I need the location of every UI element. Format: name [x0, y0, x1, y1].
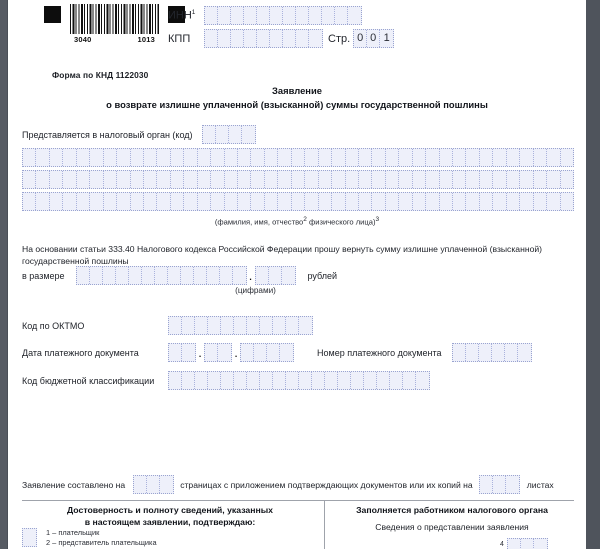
- alignment-square-left-icon: [44, 6, 61, 23]
- applicant-name-row[interactable]: [22, 192, 574, 211]
- sheets-count-input[interactable]: [479, 475, 520, 494]
- inn-footnote-marker: 1: [191, 9, 196, 17]
- oktmo-input[interactable]: [168, 316, 313, 335]
- page-number-label: Стр.: [328, 32, 351, 45]
- confirmation-option-2: 2 – представитель плательщика: [46, 537, 157, 547]
- tax-officer-footnote-marker: 4: [500, 541, 504, 548]
- inn-input[interactable]: [204, 6, 362, 25]
- amount-row: [22, 266, 337, 285]
- amount-label: в размере: [22, 270, 65, 281]
- confirmation-heading-line-2: в настоящем заявлении, подтверждаю:: [84, 517, 256, 527]
- applicant-name-row[interactable]: [22, 170, 574, 189]
- pages-row: [22, 475, 554, 494]
- kpp-input[interactable]: [204, 29, 323, 48]
- confirmation-option-1: 1 – плательщик: [46, 528, 100, 537]
- caption-text-1: (фамилия, имя, отчество: [214, 217, 304, 227]
- footer-column-divider: [324, 501, 325, 549]
- inn-label: ИНН$^1$: [168, 9, 196, 22]
- pages-suffix-label: листах: [526, 479, 554, 490]
- payment-date-day-input[interactable]: [168, 343, 196, 362]
- payment-date-year-input[interactable]: [240, 343, 294, 362]
- tax-organ-row: [22, 125, 256, 144]
- caption-text-2: физического лица): [309, 217, 376, 227]
- confirmation-options-block: [22, 528, 157, 547]
- confirmation-heading: [22, 504, 318, 528]
- tax-officer-note-input[interactable]: [507, 538, 548, 549]
- applicant-name-field[interactable]: [22, 148, 574, 214]
- kbk-input[interactable]: [168, 371, 430, 390]
- date-separator-1: .: [198, 344, 202, 360]
- confirmation-heading-line-1: Достоверность и полноту сведений, указанных: [67, 505, 273, 515]
- pages-count-input[interactable]: [133, 475, 174, 494]
- oktmo-row: [22, 316, 313, 335]
- payment-date-row: [22, 343, 532, 362]
- kpp-label: КПП: [168, 32, 191, 45]
- viewer-right-edge: [586, 0, 600, 549]
- amount-rubles-input[interactable]: [76, 266, 247, 285]
- confirmation-code-input[interactable]: [22, 528, 37, 547]
- tax-officer-heading: Заполняется работником налогового органа: [356, 505, 548, 515]
- applicant-name-caption: [8, 216, 586, 227]
- pages-prefix-label: Заявление составлено на: [22, 479, 126, 490]
- barcode-bars: [70, 4, 159, 34]
- tax-organ-label: Представляется в налоговый орган (код): [22, 129, 193, 140]
- payment-number-label: Номер платежного документа: [317, 347, 442, 358]
- payment-date-label: Дата платежного документа: [22, 347, 139, 358]
- title-line-1: Заявление: [272, 85, 322, 96]
- confirmation-options: [46, 528, 157, 547]
- viewer-left-edge: [0, 0, 7, 549]
- inn-row: [168, 6, 362, 25]
- payment-number-input[interactable]: [452, 343, 532, 362]
- tax-officer-subheading: Сведения о представлении заявления: [375, 522, 529, 532]
- caption-footnote-2: 2: [303, 216, 307, 223]
- pages-middle-label: страницах с приложением подтверждающих документов или их копий на: [180, 479, 473, 490]
- kbk-row: [22, 371, 430, 390]
- form-page: [8, 0, 586, 549]
- applicant-name-row[interactable]: [22, 148, 574, 167]
- amount-caption: (цифрами): [235, 286, 276, 295]
- barcode-icon: [70, 4, 159, 44]
- kbk-label: Код бюджетной классификации: [22, 375, 155, 386]
- tax-officer-column: [330, 504, 574, 532]
- barcode-left-number: 3040: [74, 35, 92, 44]
- barcode-block: [44, 4, 185, 44]
- caption-footnote-3: 3: [375, 216, 380, 223]
- currency-label: рублей: [307, 270, 338, 281]
- page-number-input[interactable]: 0 0 1: [353, 29, 394, 48]
- statement-paragraph: На основании статьи 333.40 Налогового кодекса Российской Федерации прошу вернуть сумму излишне уплаченной (взысканной) государственной пошлины: [22, 244, 543, 266]
- form-code-label: Форма по КНД 1122030: [52, 70, 149, 80]
- decimal-separator: .: [248, 267, 253, 283]
- footer-divider: [22, 500, 574, 501]
- kpp-row: [168, 29, 394, 48]
- amount-kopecks-input[interactable]: [255, 266, 296, 285]
- date-separator-2: .: [234, 344, 238, 360]
- confirmation-column: [22, 504, 318, 528]
- tax-organ-code-input[interactable]: [202, 125, 256, 144]
- payment-date-month-input[interactable]: [204, 343, 232, 362]
- barcode-numbers: [70, 35, 159, 44]
- title-line-2: о возврате излишне уплаченной (взысканной) суммы государственной пошлины: [106, 99, 488, 110]
- oktmo-label: Код по ОКТМО: [22, 320, 85, 331]
- form-header: [8, 0, 586, 58]
- tax-officer-note-row: [500, 538, 548, 549]
- page-title: [8, 84, 586, 112]
- barcode-right-number: 1013: [137, 35, 155, 44]
